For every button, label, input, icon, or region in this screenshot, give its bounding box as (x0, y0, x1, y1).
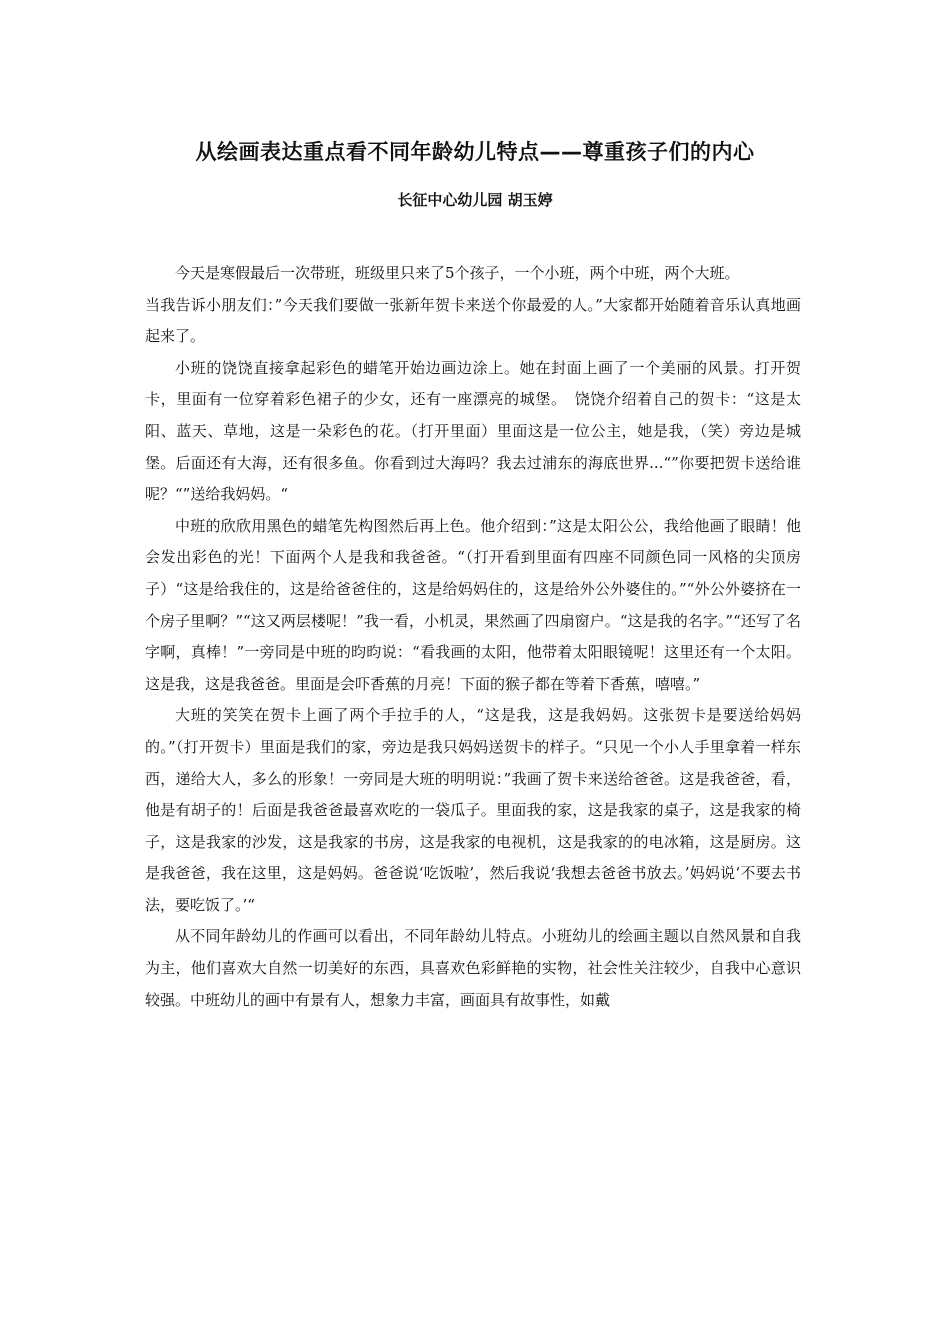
paragraph-large-class: 大班的笑笑在贺卡上画了两个手拉手的人，“这是我，这是我妈妈。这张贺卡是要送给妈妈的。”（打开贺卡）里面是我们的家，旁边是我只妈妈送贺卡的样子。“只见一个小人手里拿着一样东西，递给大人，多么的形象！一旁同是大班的明明说：”我画了贺卡来送给爸爸。这是我爸爸，看，他是有胡子的！后面是我爸爸最喜欢吃的一袋瓜子。里面我的家，这是我家的桌子，这是我家的椅子，这是我家的沙发，这是我家的书房，这是我家的电视机，这是我家的的电冰箱，这是厨房。这是我爸爸，我在这里，这是妈妈。爸爸说‘吃饭啦’，然后我说‘我想去爸爸书放去。’妈妈说‘不要去书法，要吃饭了。’“ (145, 706, 801, 914)
document-title: 从绘画表达重点看不同年龄幼儿特点——尊重孩子们的内心 (195, 140, 755, 164)
paragraph-analysis: 从不同年龄幼儿的作画可以看出，不同年龄幼儿特点。小班幼儿的绘画主题以自然风景和自我为主，他们喜欢大自然一切美好的东西，具喜欢色彩鲜艳的实物，社会性关注较少，自我中心意识较强。中班幼儿的画中有景有人，想象力丰富，画面具有故事性，如戴 (145, 927, 801, 1009)
author-line: 长征中心幼儿园 胡玉婷 (397, 191, 553, 209)
paragraph-instruction: 当我告诉小朋友们：”今天我们要做一张新年贺卡来送个你最爱的人。”大家都开始随着音乐认真地画起来了。 (145, 295, 801, 346)
paragraph-intro: 今天是寒假最后一次带班，班级里只来了5个孩子，一个小班，两个中班，两个大班。 (175, 264, 740, 282)
paragraph-small-class: 小班的饶饶直接拿起彩色的蜡笔开始边画边涂上。她在封面上画了一个美丽的风景。打开贺卡，里面有一位穿着彩色裙子的少女，还有一座漂亮的城堡。 饶饶介绍着自己的贺卡：“这是太阳、蓝天、草地，这是一朵彩色的花。（打开里面）里面这是一位公主，她是我，（笑）旁边是城堡。后面还有大海，还有很多鱼。你看到过大海吗？我去过浦东的海底世界...“”你要把贺卡送给谁呢？“”送给我妈妈。“ (145, 358, 801, 504)
paragraph-middle-class: 中班的欣欣用黑色的蜡笔先构图然后再上色。他介绍到：”这是太阳公公，我给他画了眼睛！他会发出彩色的光！下面两个人是我和我爸爸。“（打开看到里面有四座不同颜色同一风格的尖顶房子）“这是给我住的，这是给爸爸住的，这是给妈妈住的，这是给外公外婆住的。”“外公外婆挤在一个房子里啊？”“这又两层楼呢！”我一看，小机灵，果然画了四扇窗户。“这是我的名字。”“还写了名字啊，真棒！”一旁同是中班的昀昀说：“看我画的太阳，他带着太阳眼镜呢！这里还有一个太阳。这是我，这是我爸爸。里面是会吓香蕉的月亮！下面的猴子都在等着下香蕉，嘻嘻。” (145, 516, 801, 693)
document-body (145, 258, 801, 1016)
